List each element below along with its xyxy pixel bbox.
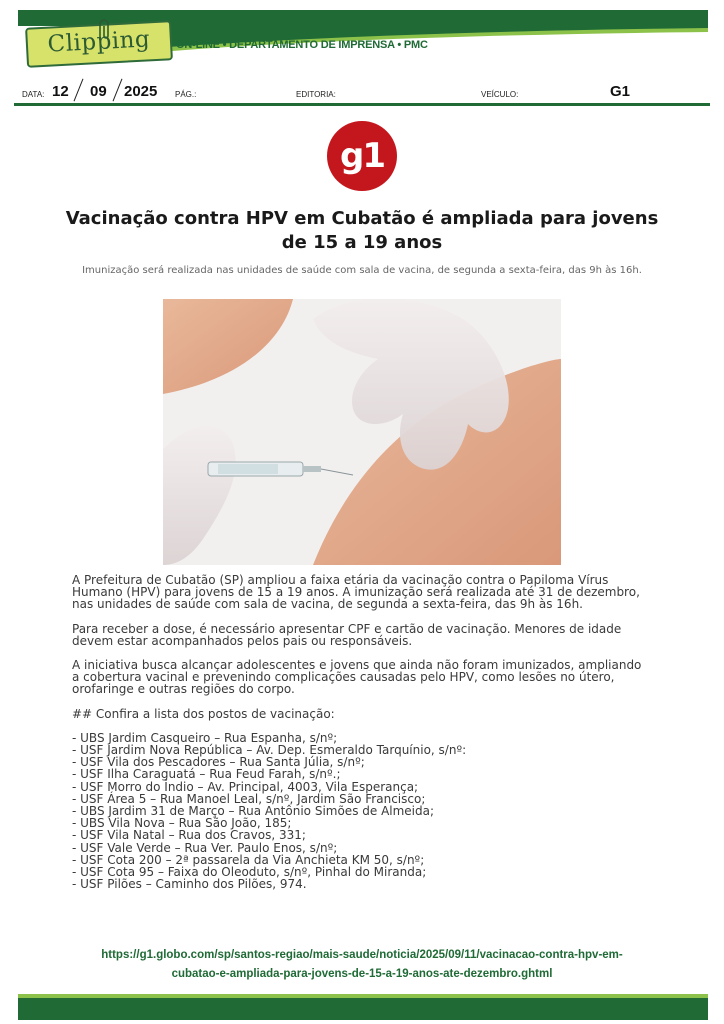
list-item: - UBS Jardim Casqueiro – Rua Espanha, s/nº;: [72, 730, 338, 745]
article-paragraph: Para receber a dose, é necessário apresentar CPF e cartão de vacinação. Menores de idade devem estar acompanhados pelos pais ou responsáveis.: [72, 621, 622, 648]
article-headline: Vacinação contra HPV em Cubatão é ampliada para jovens de 15 a 19 anos: [65, 208, 659, 253]
list-item: - USF Cota 95 – Faixa do Oleoduto, s/nº, Pinhal do Miranda;: [72, 865, 427, 880]
source-link-line[interactable]: cubatao-e-ampliada-para-jovens-de-15-a-19-anos-ate-dezembro.ghtml: [171, 968, 553, 980]
list-item: - USF Morro do Índio – Av. Principal, 4003, Vila Esperança;: [72, 779, 419, 794]
article-body: [72, 574, 652, 890]
list-item: - USF Ilha Caraguatá – Rua Feud Farah, s/nº.;: [72, 767, 341, 782]
list-item: - UBS Jardim 31 de Março – Rua Antônio Simões de Almeida;: [72, 804, 435, 819]
clipping-badge-text: Clipping: [46, 26, 151, 58]
list-item: - USF Vila dos Pescadores – Rua Santa Júlia, s/nº;: [72, 755, 365, 770]
source-link[interactable]: [40, 946, 684, 984]
article-paragraph: A iniciativa busca alcançar adolescentes e jovens que ainda não foram imunizados, ampliando a cobertura vacinal e prevenindo complicações causadas pelo HPV, como lesões no útero, orofaringe e outras regiões do corpo.: [72, 658, 642, 697]
veiculo-label: VEÍCULO:: [481, 90, 519, 99]
date-year: 2025: [124, 83, 158, 100]
editoria-label: EDITORIA:: [296, 90, 336, 99]
list-heading: ## Confira a lista dos postos de vacinação:: [72, 706, 335, 721]
date-separator: [113, 79, 123, 102]
article-subhead: Imunização será realizada nas unidades de saúde com sala de vacina, de segunda a sexta-feira, das 9h às 16h.: [82, 265, 642, 276]
list-item: - USF Vale Verde – Rua Ver. Paulo Enos, s/nº;: [72, 840, 338, 855]
date-day: 12: [52, 83, 69, 100]
source-link-line[interactable]: https://g1.globo.com/sp/santos-regiao/mais-saude/noticia/2025/09/11/vacinacao-contra-hpv-em-: [101, 949, 623, 961]
list-item: - USF Vila Natal – Rua dos Cravos, 331;: [72, 828, 306, 843]
list-item: - UBS Vila Nova – Rua São João, 185;: [72, 816, 292, 831]
date-month: 09: [90, 83, 107, 100]
vaccination-photo: [163, 299, 561, 565]
footer-dark-bar: [18, 998, 708, 1020]
veiculo-value: G1: [610, 83, 631, 100]
header-subtitle: ON-LINE • DEPARTAMENTO DE IMPRENSA • PMC: [176, 39, 428, 51]
list-item: - USF Jardim Nova República – Av. Dep. Esmeraldo Tarquínio, s/nº:: [72, 743, 467, 758]
article-paragraph: A Prefeitura de Cubatão (SP) ampliou a faixa etária da vacinação contra o Papiloma Vírus Humano (HPV) para jovens de 15 a 19 anos. A imunização será realizada até 31 de dezembro, nas unidades de saúde com sala de vacina, de segunda a sexta-feira, das 9h às 16h.: [72, 573, 640, 612]
g1-logo: [327, 121, 397, 191]
date-label: DATA:: [22, 90, 45, 99]
paperclip-icon: [94, 18, 114, 42]
list-item: - USF Área 5 – Rua Manoel Leal, s/nº, Jardim São Francisco;: [72, 791, 426, 806]
date-separator: [74, 79, 84, 102]
list-item: - USF Cota 200 – 2ª passarela da Via Anchieta KM 50, s/nº;: [72, 852, 425, 867]
page-label: PÁG.:: [175, 90, 197, 99]
list-item: - USF Pilões – Caminho dos Pilões, 974.: [72, 877, 307, 892]
meta-row: [20, 78, 710, 106]
g1-logo-text: g1: [340, 136, 384, 176]
vaccination-sites-list: [72, 732, 652, 891]
meta-divider: [14, 103, 710, 106]
